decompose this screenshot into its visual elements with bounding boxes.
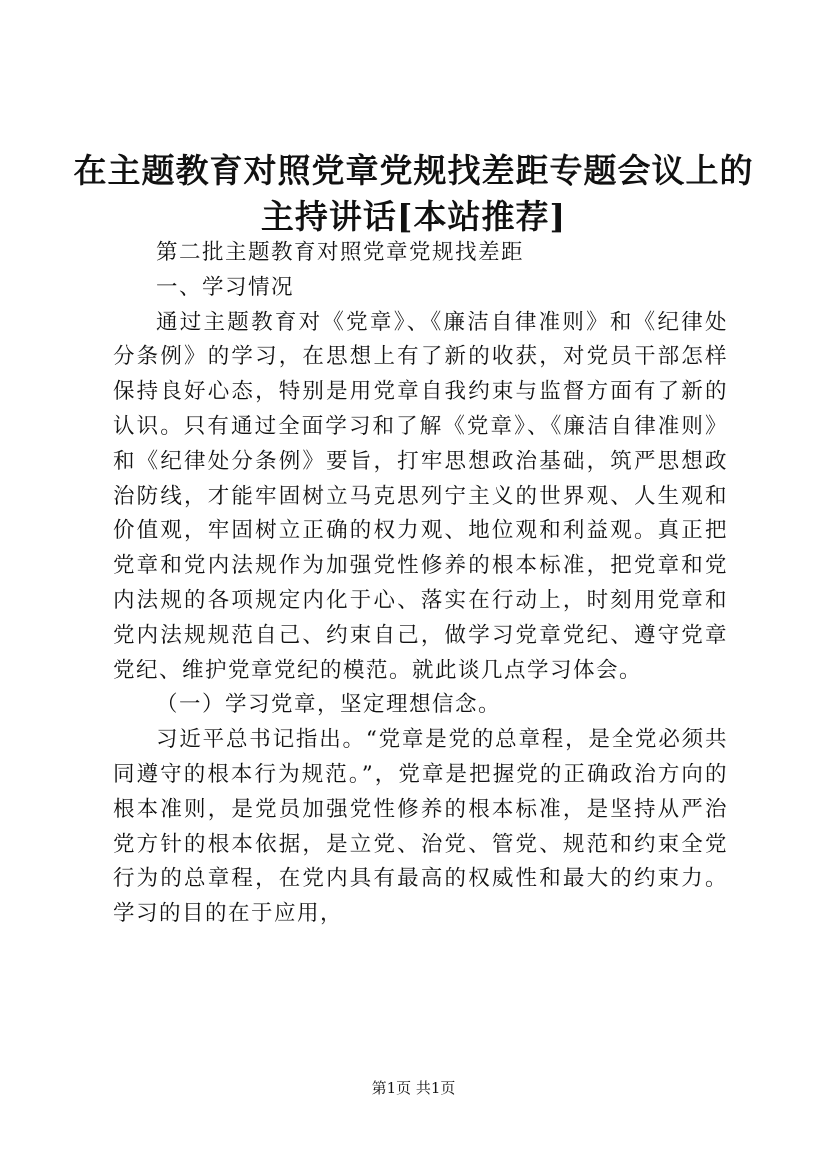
paragraph-section-heading: 一、学习情况 <box>156 274 295 300</box>
page-number: 第1页 共1页 <box>371 1079 456 1097</box>
document-body <box>113 236 728 932</box>
paragraph-study-summary: 通过主题教育对《党章》、《廉洁自律准则》和《纪律处分条例》的学习，在思想上有了新的收获，对党员干部怎样保持良好心态，特别是用党章自我约束与监督方面有了新的认识。只有通过全面学习和了解《党章》、《廉洁自律准则》和《纪律处分条例》要旨，打牢思想政治基础，筑严思想政治防线，才能牢固树立马克思列宁主义的世界观、人生观和价值观，牢固树立正确的权力观、地位观和利益观。真正把党章和党内法规作为加强党性修养的根本标准，把党章和党内法规的各项规定内化于心、落实在行动上，时刻用党章和党内法规规范自己、约束自己，做学习党章党纪、遵守党章党纪、维护党章党纪的模范。就此谈几点学习体会。 <box>113 309 728 683</box>
paragraph-subheading-1: （一）学习党章，坚定理想信念。 <box>156 692 502 718</box>
paragraph-party-constitution: 习近平总书记指出。“党章是党的总章程，是全党必须共同遵守的根本行为规范。”，党章是把握党的正确政治方向的根本准则，是党员加强党性修养的根本标准，是坚持从严治党方针的根本依据，是立党、治党、管党、规范和约束全党行为的总章程，在党内具有最高的权威性和最大的约束力。学习的目的在于应用， <box>113 727 728 927</box>
paragraph-subtitle: 第二批主题教育对照党章党规找差距 <box>156 240 525 265</box>
document-title: 在主题教育对照党章党规找差距专题会议上的主持讲话[本站推荐] <box>73 151 754 236</box>
